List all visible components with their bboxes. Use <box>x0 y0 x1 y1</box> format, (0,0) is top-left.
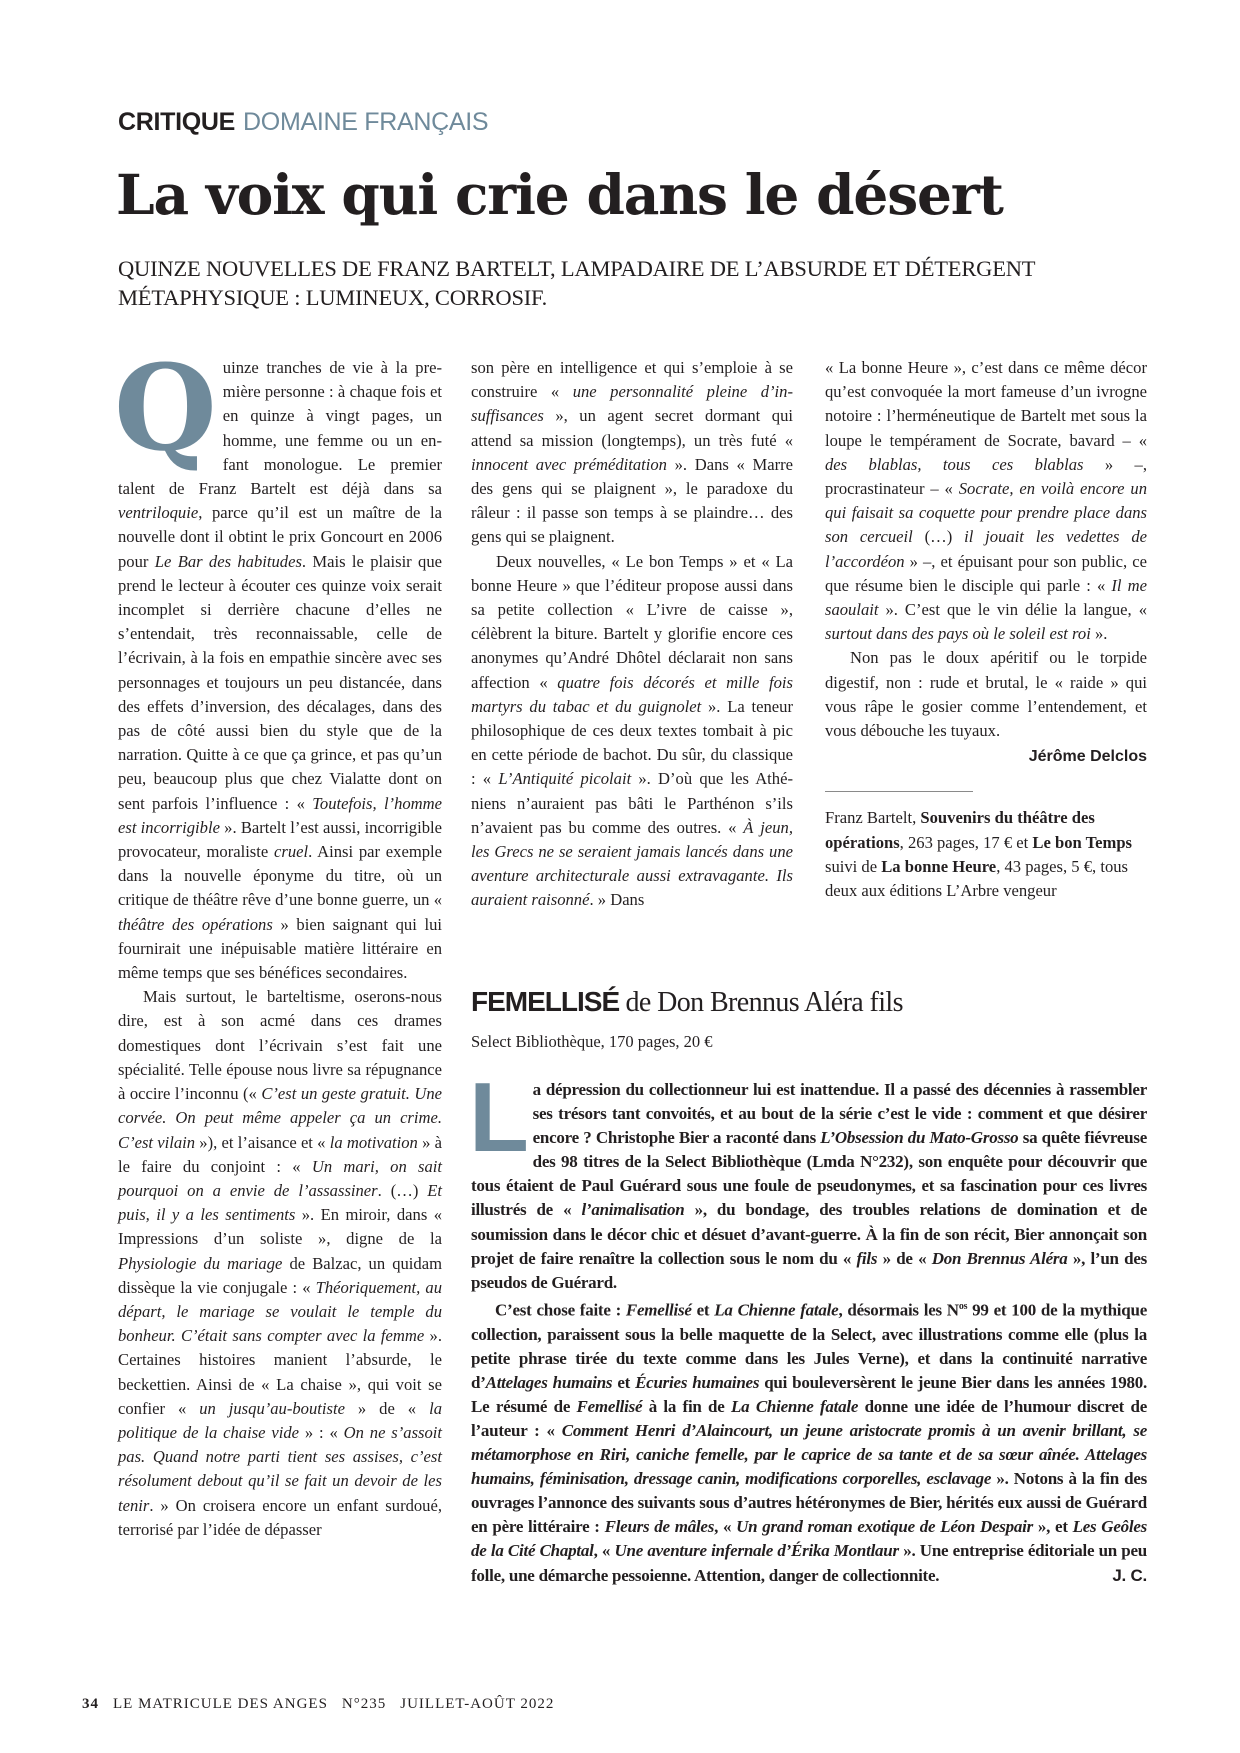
divider <box>825 791 973 792</box>
review1-column-1 <box>114 338 443 1542</box>
magazine-name: LE MATRICULE DES ANGES <box>113 1696 328 1712</box>
paragraph: « La bonne Heure », c’est dans ce même décor qu’est convoquée la mort fameuse d’un ivrogne notoire : l’herméneutique de Bartelt met sous la loupe le tempérament de Socrate, bavard – « des blablas, tous ces blablas » –, procrastinateur – « Socrate, en voilà encore un qui faisait sa coquette pour prendre place dans son cercueil (…) il jouait les vedettes de l’accordéon » –, et épuisant pour son public, ce que résume bien le disciple qui parle : « Il me saoulait ». C’est que le vin délie la langue, « surtout dans des pays où le soleil est roi ». <box>825 358 1147 644</box>
book-author: de Don Brennus Aléra fils <box>619 987 903 1018</box>
paragraph: son père en intelligence et qui s’emploie à se construire « une personnalité pleine d’insuffisances », un agent secret dormant qui attend sa mission (longtemps), un très futé « innocent avec préméditation ». Dans « Marre des gens qui se plaignent », le paradoxe du râleur : il passe son temps à se plaindre… des gens qui se plaignent. <box>471 358 793 547</box>
book-info: Franz Bartelt, Souvenirs du théâtre des opérations, 263 pages, 17 € et Le bon Temps suivi de La bonne Heure, 43 pages, 5 €, tous deux aux éditions L’Arbre vengeur <box>825 808 1133 901</box>
subsection-label: DOMAINE FRANÇAIS <box>243 108 489 136</box>
dropcap: L <box>469 1062 529 1172</box>
paragraph: Quinze tranches de vie à la première personne : à chaque fois et en quinze à vingt pages, un homme, une femme ou un enfant monologue. Le premier talent de Franz Bartelt est déjà dans sa ventriloquie, parce qu’il est un maître de la nouvelle dont il obtint le prix Goncourt en 2006 pour Le Bar des habitudes. Mais le plaisir que prend le lecteur à écouter ces quinze voix serait incomplet si derrière chacune d’elles ne s’entendait, très reconnaissable, celle de l’écrivain, à la fois en empathie sincère avec ses personnages et toujours un peu distancée, dans des effets d’inversion, des décalages, dans des pas de côté aussi bien du style que de la narration. Quitte à ce que ça grince, et pas qu’un peu, beaucoup plus que chez Vialatte dont on sent parfois l’influence : « Toutefois, l’homme est incorrigible ». Bartelt l’est aussi, incorrigible provocateur, moraliste cruel. Ainsi par exemple dans la nouvelle éponyme du titre, où un critique de théâtre rêve d’une bonne guerre, un « théâtre des opérations » bien saignant qui lui fournirait une inépuisable matière littéraire en même temps que ses bénéfices secondaires. <box>114 338 443 983</box>
signature: J. C. <box>1112 1565 1147 1585</box>
paragraph: Deux nouvelles, « Le bon Temps » et « La bonne Heure » que l’éditeur propose aussi dans sa petite collection « L’ivre de caisse », célèbrent la biture. Bartelt y glorifie encore ces anonymes qu’André Dhôtel déclarait non sans affection « quatre fois décorés et mille fois martyrs du tabac et du guignolet ». La teneur philosophique de ces deux textes tombait à pic en cette période de bachot. Du sûr, du classique : « L’Antiquité picolait ». D’où que les Athéniens n’auraient pas bâti le Parthénon s’ils n’avaient pas bu comme des outres. « À jeun, les Grecs ne se seraient jamais lancés dans une aventure architecturale aussi extravagante. Ils auraient raisonné. » Dans <box>471 551 793 910</box>
byline: Jérôme Delclos <box>1028 748 1147 766</box>
review2-meta: Select Bibliothèque, 170 pages, 20 € <box>471 1032 713 1051</box>
review2-body <box>469 1062 1148 1588</box>
page-number: 34 <box>82 1696 99 1712</box>
deck: QUINZE NOUVELLES DE FRANZ BARTELT, LAMPADAIRE DE L’ABSURDE ET DÉTERGENT MÉTAPHYSIQUE : LUMINEUX, CORROSIF. <box>118 256 1035 310</box>
section-label: CRITIQUE <box>118 108 236 136</box>
paragraph: Non pas le doux apéritif ou le torpide digestif, non : rude et brutal, le « raide » qui vous râpe le gosier comme l’entendement, et vous débouche les tuyaux. <box>825 648 1147 741</box>
paragraph: La dépression du collectionneur lui est inattendue. Il a passé des décennies à rassembler ses trésors tant convoités, et au bout de la série c’est le vide : comment et que désirer encore ? Christophe Bier a raconté dans L’Obsession du Mato-Grosso sa quête fiévreuse des 98 titres de la Select Bibliothèque (Lmda N°232), son enquête pour découvrir que tous étaient de Paul Guérard sous une foule de pseudonymes, et sa fascination pour ces livres illustrés de « l’animalisation », du bondage, des troubles relations de domination et de soumission dans le décor chic et désuet d’avant-guerre. À la fin de son récit, Bier annonçait son projet de faire renaître la collection sous le nom du « fils » de « Don Brennus Aléra », l’un des pseudos de Guérard. <box>469 1062 1147 1292</box>
section-kicker <box>118 108 488 137</box>
page-footer <box>82 1696 554 1713</box>
review2-title <box>471 986 903 1019</box>
dropcap: Q <box>114 338 217 477</box>
review1-column-3 <box>825 356 1147 903</box>
headline: La voix qui crie dans le désert <box>116 162 1003 227</box>
paragraph: C’est chose faite : Femellisé et La Chienne fatale, désormais les $N^{os}$ 99 et 100 de la mythique collection, paraissent sous la belle maquette de la Select, avec illustrations comme elle (plus la petite phrase tirée du texte comme dans les Jules Verne), et dans la continuité narrative d’Attelages humains et Écuries humaines qui bouleversèrent le jeune Bier dans les années 1980. Le résumé de Femellisé à la fin de La Chienne fatale donne une idée de l’humour discret de l’auteur : « Comment Henri d’Alaincourt, un jeune aristocrate promis à un avenir brillant, se métamorphose en Riri, caniche femelle, par le caprice de sa tante et de sa sœur aînée. Attelages humains, féminisation, dressage canin, modifications corporelles, esclavage ». Notons à la fin des ouvrages l’annonce des suivants sous d’autres hétéronymes de Bier, hérités eux aussi de Guérard en père littéraire : Fleurs de mâles, « Un grand roman exotique de Léon Despair », et Les Geôles de la Cité Chaptal, « Une aventure infernale d’Érika Montlaur ». Une entreprise éditoriale un peu folle, une démarche pessoienne. Attention, danger de collectionnite. J. C. <box>471 1295 1147 1588</box>
issue-number: N°235 <box>341 1696 387 1712</box>
book-title: FEMELLISÉ <box>471 986 620 1017</box>
review1-column-2 <box>471 356 793 913</box>
paragraph: Mais surtout, le barteltisme, oserons-nous dire, est à son acmé dans ces drames domestiques dont l’écrivain s’est fait une spécialité. Telle épouse nous livre sa répugnance à occire l’inconnu (« C’est un geste gratuit. Une corvée. On peut même appeler ça un crime. C’est vilain »), et l’aisance et « la motivation » à le faire du conjoint : « Un mari, on sait pourquoi on a envie de l’assassiner. (…) Et puis, il y a les sentiments ». En miroir, dans « Impressions d’un soliste », digne de la Physiologie du mariage de Balzac, un quidam dissèque la vie conjugale : « Théoriquement, au départ, le mariage se voulait le temple du bonheur. C’était sans compter avec la femme ». Certaines histoires manient l’absurde, le beckettien. Ainsi de « La chaise », qui voit se confier « un jusqu’au-boutiste » de « la politique de la chaise vide » : « On ne s’assoit pas. Quand notre parti tient ses assises, c’est résolument debout qu’il se fait un devoir de les tenir. » On croisera encore un enfant surdoué, terrorisé par l’idée de dépasser <box>118 987 443 1539</box>
issue-date: JUILLET-AOÛT 2022 <box>400 1696 555 1712</box>
